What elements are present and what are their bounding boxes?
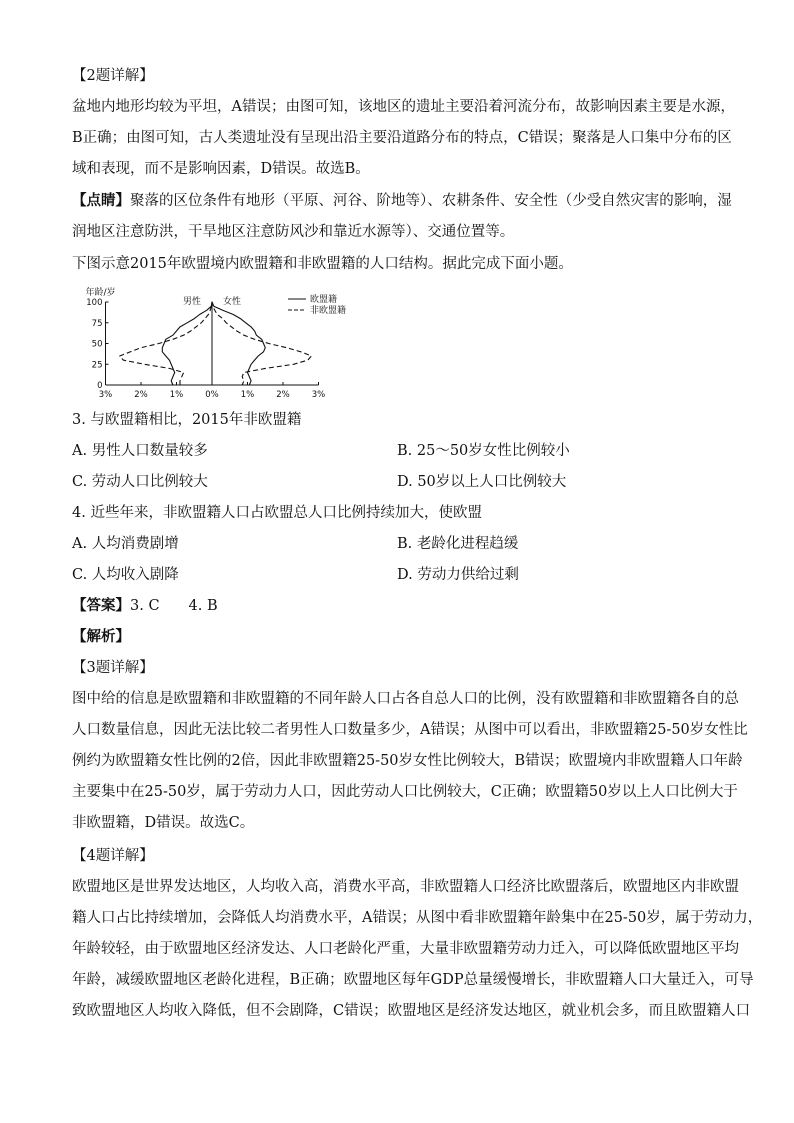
section-2-line-3: 域和表现，而不是影响因素，D错误。故选B。: [72, 161, 370, 177]
question-4-option-b: B. 老龄化进程趋缓: [397, 536, 519, 552]
series-line-non-eu: [120, 302, 312, 385]
question-3-option-b: B. 25～50岁女性比例较小: [397, 443, 570, 459]
question-4-stem: 4. 近些年来，非欧盟籍人口占欧盟总人口比例持续加大，使欧盟: [72, 505, 482, 521]
section-3-line-1: 图中给的信息是欧盟籍和非欧盟籍的不同年龄人口占各自总人口的比例，没有欧盟籍和非欧盟籍各自的总: [72, 691, 739, 707]
y-tick-label: 75: [91, 318, 103, 329]
section-3-header: 【3题详解】: [72, 660, 154, 676]
analysis-label: 【解析】: [72, 628, 130, 645]
x-tick-label: 2%: [276, 390, 290, 400]
y-axis-title: 年龄/岁: [85, 288, 116, 298]
population-pyramid-chart: [70, 282, 370, 400]
question-3-option-c: C. 劳动人口比例较大: [72, 474, 208, 490]
x-tick-label: 0%: [205, 390, 219, 400]
x-tick-label: 2%: [134, 390, 148, 400]
section-2-line-2: B正确；由图可知，古人类遗址没有呈现出沿主要沿道路分布的特点，C错误；聚落是人口集中分布的区: [72, 130, 732, 146]
x-tick-label: 1%: [240, 390, 255, 400]
question-3-option-d: D. 50岁以上人口比例较大: [397, 474, 567, 490]
y-tick-label: 25: [91, 360, 103, 371]
legend-label-non-eu: 非欧盟籍: [310, 306, 347, 316]
section-4-line-3: 年龄较轻，由于欧盟地区经济发达、人口老龄化严重，大量非欧盟籍劳动力迁入，可以降低欧盟地区平均: [72, 941, 739, 957]
y-tick-label: 50: [91, 339, 103, 350]
tip-label: 【点睛】: [72, 192, 130, 209]
answer-line: [72, 596, 732, 616]
tip-line-1: [72, 191, 732, 211]
series-line-eu: [162, 302, 265, 385]
x-tick-label: 3%: [311, 390, 326, 400]
answer-text: 3. C 4. B: [130, 598, 218, 614]
question-intro: 下图示意2015年欧盟境内欧盟籍和非欧盟籍的人口结构。据此完成下面小题。: [72, 256, 573, 272]
side-label-male: 男性: [182, 297, 202, 307]
section-4-line-2: 籍人口占比持续增加，会降低人均消费水平，A错误；从图中看非欧盟籍年龄集中在25-50岁，属于劳动力，: [72, 910, 763, 926]
tip-line-2: 润地区注意防洪，干旱地区注意防风沙和靠近水源等）、交通位置等。: [72, 224, 515, 240]
section-4-line-5: 致欧盟地区人均收入降低，但不会剧降，C错误；欧盟地区是经济发达地区，就业机会多，而且欧盟籍人口: [72, 1003, 751, 1019]
question-4-option-c: C. 人均收入剧降: [72, 567, 179, 583]
question-4-option-a: A. 人均消费剧增: [72, 536, 179, 552]
answer-label: 【答案】: [72, 597, 130, 614]
question-3-stem: 3. 与欧盟籍相比，2015年非欧盟籍: [72, 412, 302, 428]
question-4-option-d: D. 劳动力供给过剩: [397, 567, 519, 583]
y-tick-label: 0: [97, 381, 103, 391]
tip-text-1: 聚落的区位条件有地形（平原、河谷、阶地等）、农耕条件、安全性（少受自然灾害的影响，湿: [130, 193, 732, 209]
section-3-line-5: 非欧盟籍，D错误。故选C。: [72, 815, 255, 831]
section-3-line-4: 主要集中在25-50岁，属于劳动力人口，因此劳动人口比例较大，C正确；欧盟籍50岁以上人口比例大于: [72, 784, 738, 800]
x-tick-label: 1%: [169, 390, 184, 400]
question-3-option-a: A. 男性人口数量较多: [72, 443, 208, 459]
section-4-line-4: 年龄，减缓欧盟地区老龄化进程，B正确；欧盟地区每年GDP总量缓慢增长，非欧盟籍人口大量迁入，可导: [72, 972, 754, 988]
side-label-female: 女性: [222, 297, 242, 307]
section-3-line-3: 例约为欧盟籍女性比例的2倍，因此非欧盟籍25-50岁女性比例较大，B错误；欧盟境内非欧盟籍人口年龄: [72, 753, 743, 769]
y-tick-label: 100: [86, 298, 103, 308]
section-2-header: 【2题详解】: [72, 68, 154, 84]
section-3-line-2: 人口数量信息，因此无法比较二者男性人口数量多少，A错误；从图中可以看出，非欧盟籍25-50岁女性比: [72, 722, 748, 738]
x-tick-label: 3%: [98, 390, 113, 400]
legend-label-eu: 欧盟籍: [310, 295, 338, 305]
section-2-line-1: 盆地内地形均较为平坦，A错误；由图可知，该地区的遗址主要沿着河流分布，故影响因素主要是水源，: [72, 99, 735, 115]
section-4-header: 【4题详解】: [72, 848, 154, 864]
section-4-line-1: 欧盟地区是世界发达地区，人均收入高，消费水平高，非欧盟籍人口经济比欧盟落后，欧盟地区内非欧盟: [72, 879, 739, 895]
